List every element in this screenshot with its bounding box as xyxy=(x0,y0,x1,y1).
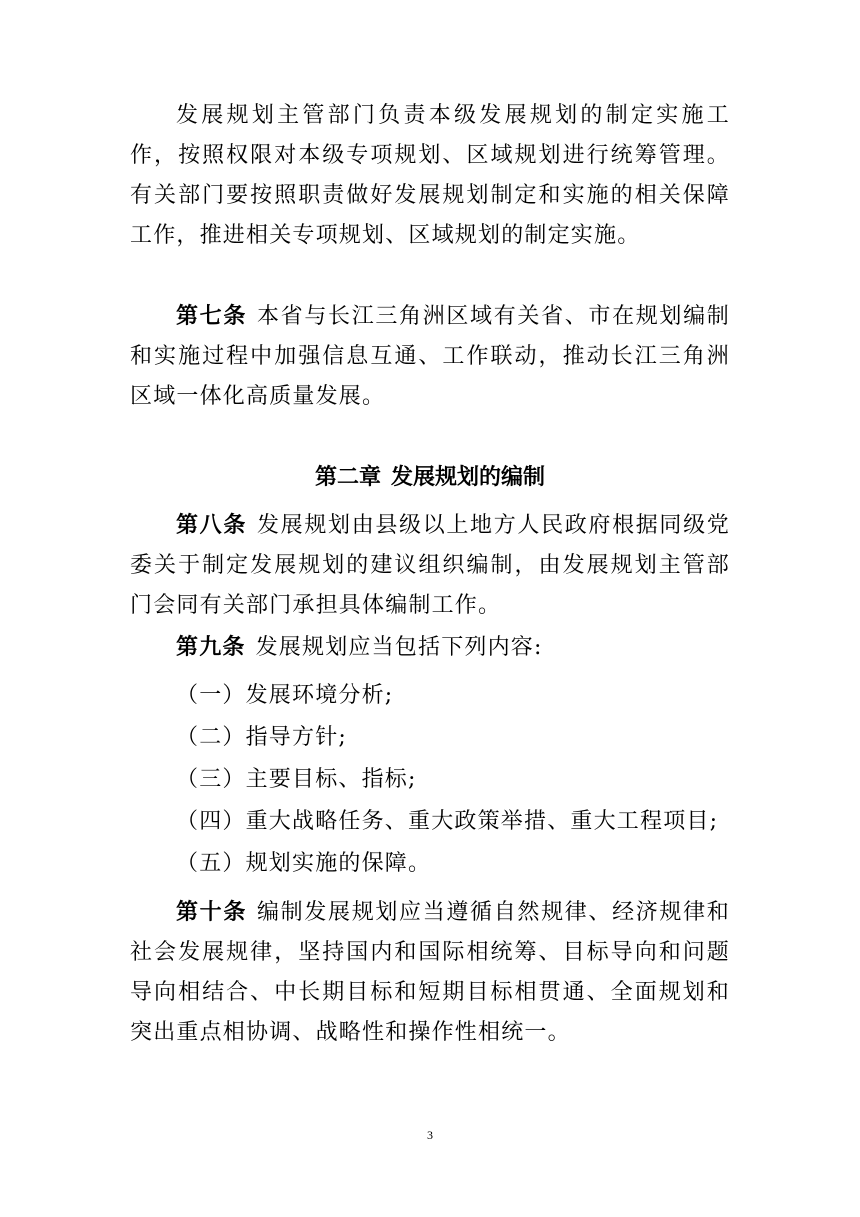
article-10 xyxy=(130,892,730,1053)
chapter-heading xyxy=(130,458,730,498)
paragraph-planning-department xyxy=(130,96,730,256)
paragraph-text: 发展规划主管部门负责本级发展规划的制定实施工作，按照权限对本级专项规划、区域规划进行统筹管理。有关部门要按照职责做好发展规划制定和实施的相关保障工作，推进相关专项规划、区域规划的制定实施。 xyxy=(130,103,730,248)
list-item: （一）发展环境分析; xyxy=(176,683,394,708)
list-item: （四）重大战略任务、重大政策举措、重大工程项目; xyxy=(176,809,719,834)
chapter-number: 第二章 xyxy=(314,465,381,490)
list-item: （五）规划实施的保障。 xyxy=(176,851,432,876)
article-8 xyxy=(130,505,730,626)
article-text: 发展规划由县级以上地方人民政府根据同级党委关于制定发展规划的建议组织编制，由发展规划主管部门会同有关部门承担具体编制工作。 xyxy=(130,513,730,618)
article-7 xyxy=(130,296,730,417)
article-label: 第七条 xyxy=(176,303,248,329)
article-text: 编制发展规划应当遵循自然规律、经济规律和社会发展规律，坚持国内和国际相统筹、目标导向和问题导向相结合、中长期目标和短期目标相贯通、全面规划和突出重点相协调、战略性和操作性相统一。 xyxy=(130,900,730,1045)
article-label: 第九条 xyxy=(176,634,246,660)
article-9 xyxy=(130,627,730,668)
article-label: 第八条 xyxy=(176,512,248,538)
chapter-title: 发展规划的编制 xyxy=(391,465,546,490)
list-item: （三）主要目标、指标; xyxy=(176,767,417,792)
list-item: （二）指导方针; xyxy=(176,725,348,750)
article-label: 第十条 xyxy=(176,899,248,925)
article-text: 本省与长江三角洲区域有关省、市在规划编制和实施过程中加强信息互通、工作联动，推动长江三角洲区域一体化高质量发展。 xyxy=(130,304,730,409)
page-number: 3 xyxy=(427,1128,433,1142)
article-text: 发展规划应当包括下列内容: xyxy=(255,635,543,660)
